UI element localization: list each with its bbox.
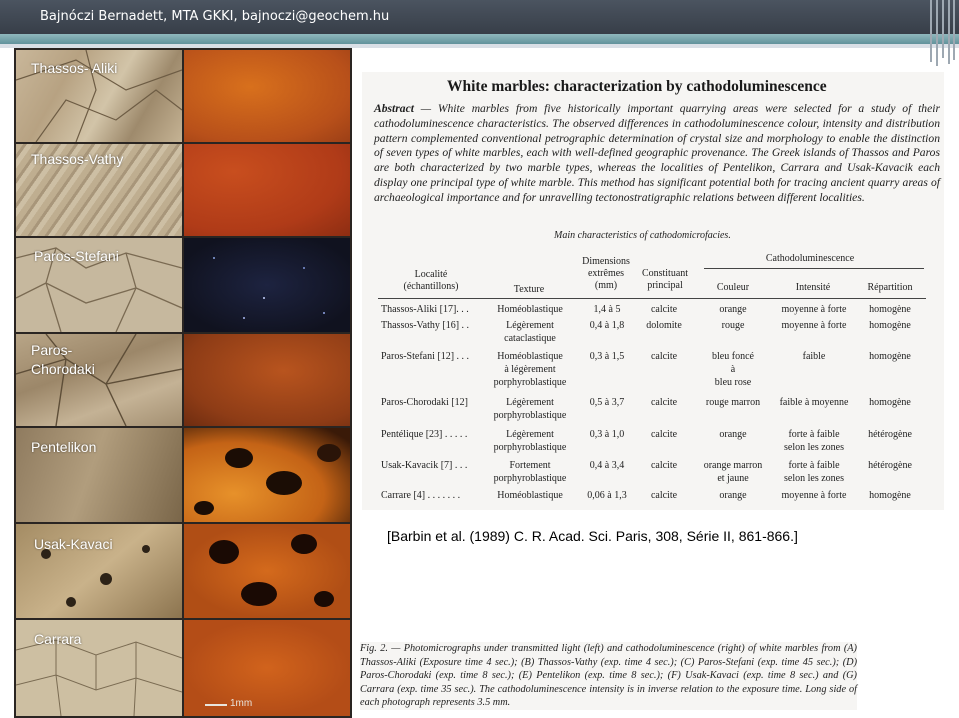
table-cell-texture: Homéoblastique xyxy=(497,490,563,501)
table-cell-localite: Thassos-Vathy [16] . . xyxy=(381,320,470,331)
table-cell-const: dolomite xyxy=(646,320,682,331)
table-cell-texture: Légèrement cataclastique xyxy=(504,320,556,344)
table-cell-couleur: orange marron et jaune xyxy=(703,460,763,484)
table-cell-const: calcite xyxy=(650,397,678,408)
sample-label-thassos-aliki: Thassos- Aliki xyxy=(31,60,118,76)
table-cell-localite: Paros-Stefani [12] . . . xyxy=(381,351,470,362)
sample-label-usak-kavaci: Usak-Kavaci xyxy=(34,536,113,552)
abstract-text: — White marbles from five historically important quarrying areas were selected for a study of their cathodoluminescence characteristics. The observed differences in cathodoluminescence colour, intensity and distribution pattern complemented conventional petrographic determination of crystal size and morphology to enable the distinction of seven types of white marbles, each with well-defined geographic provenance. The Greek islands of Thassos and Paros are both characterized by two marble types, whereas the localities of Pentelikon, Carrara and Usak-Kavacik each display one principal type of white marble. This method has significant potential both for tracing ancient quarry areas of archaeological importance and for unravelling tectonostratigraphic relations between different localities. xyxy=(374,102,940,204)
photo-cl-c xyxy=(184,238,350,332)
table-cell-repartition: homogène xyxy=(869,490,911,501)
table-cell-dim: 0,4 à 1,8 xyxy=(589,320,625,331)
table-cell-localite: Usak-Kavacik [7] . . . xyxy=(381,460,468,471)
table-cell-const: calcite xyxy=(650,351,678,362)
table-caption: Main characteristics of cathodomicrofacies. xyxy=(554,230,731,241)
table-cell-couleur: orange xyxy=(719,304,747,315)
table-cell-intensite: forte à faible selon les zones xyxy=(784,429,844,453)
table-rule xyxy=(378,298,926,299)
table-cell-dim: 0,5 à 3,7 xyxy=(589,397,625,408)
table-cell-const: calcite xyxy=(650,304,678,315)
decor-line xyxy=(936,0,938,66)
citation: [Barbin et al. (1989) C. R. Acad. Sci. Paris, 308, Série II, 861-866.] xyxy=(387,528,798,544)
table-cell-dim: 0,3 à 1,0 xyxy=(589,429,625,440)
decor-line xyxy=(953,0,955,60)
figure-caption: Fig. 2. — Photomicrographs under transmitted light (left) and cathodoluminescence (right) of white marbles from (A) Thassos-Aliki (Exposure time 4 sec.); (B) Thassos-Vathy (exp. time 4 sec.); (C) Paros-Stefani (exp. time 45 sec.); (D) Paros-Chorodaki (exp. time 8 sec.); (E) Pentelikon (exp. time 8 sec.); (F) Usak-Kavaci (exp. time 8 sec.) and (G) Carrara (exp. time 35 sec.). The cathodoluminescence intensity is in inverse relation to the exposure time. Long side of each photograph represents 3.5 mm. xyxy=(360,643,857,708)
table-cell-repartition: homogène xyxy=(869,351,911,362)
th-localite: Localité (échantillons) xyxy=(403,269,459,292)
table-cell-const: calcite xyxy=(650,460,678,471)
paper-title: White marbles: characterization by cathodoluminescence xyxy=(447,78,827,95)
table-cell-intensite: moyenne à forte xyxy=(781,320,847,331)
table-cell-repartition: homogène xyxy=(869,320,911,331)
author-line: Bajnóczi Bernadett, MTA GKKI, bajnoczi@geochem.hu xyxy=(40,9,390,24)
table-cell-texture: Fortement porphyroblastique xyxy=(493,460,567,484)
photo-cl-b xyxy=(184,144,350,236)
th-texture: Texture xyxy=(513,284,545,295)
table-cell-dim: 0,06 à 1,3 xyxy=(587,490,627,501)
th-constituant: Constituant principal xyxy=(641,268,689,291)
table-cell-couleur: orange xyxy=(719,490,747,501)
table-cell-texture: Homéoblastique à légèrement porphyroblastique xyxy=(493,351,567,388)
photo-cl-f xyxy=(184,524,350,618)
table-cell-localite: Thassos-Aliki [17]. . . xyxy=(381,304,469,315)
th-repartition: Répartition xyxy=(867,282,913,293)
sample-label-paros-chorodaki: Paros- Chorodaki xyxy=(31,342,95,377)
th-couleur: Couleur xyxy=(716,282,750,293)
header-rule xyxy=(704,268,924,269)
table-cell-dim: 0,3 à 1,5 xyxy=(589,351,625,362)
th-dimensions: Dimensions extrêmes (mm) xyxy=(582,256,630,291)
table-cell-localite: Pentélique [23] . . . . . xyxy=(381,429,468,440)
scale-bar xyxy=(205,704,227,706)
header-bar xyxy=(0,0,959,36)
sample-label-carrara: Carrara xyxy=(34,631,82,647)
table-cell-const: calcite xyxy=(650,490,678,501)
table-cell-const: calcite xyxy=(650,429,678,440)
photo-cl-d xyxy=(184,334,350,426)
table-cell-localite: Paros-Chorodaki [12] xyxy=(381,397,468,408)
table-cell-couleur: rouge marron xyxy=(705,397,761,408)
table-cell-intensite: forte à faible selon les zones xyxy=(784,460,844,484)
abstract-lead: Abstract xyxy=(374,102,414,115)
photomicrograph-strip xyxy=(14,48,352,718)
decor-line xyxy=(948,0,950,64)
sample-label-paros-stefani: Paros-Stefani xyxy=(34,248,119,264)
table-cell-couleur: rouge xyxy=(721,320,745,331)
scale-label: 1mm xyxy=(230,698,253,709)
photo-cl-a xyxy=(184,50,350,142)
table-cell-dim: 1,4 à 5 xyxy=(593,304,621,315)
table-cell-texture: Légèrement porphyroblastique xyxy=(493,397,567,421)
sample-label-pentelikon: Pentelikon xyxy=(31,439,97,455)
table-cell-localite: Carrare [4] . . . . . . . xyxy=(381,490,461,501)
paper-abstract xyxy=(374,102,940,206)
table-cell-texture: Légèrement porphyroblastique xyxy=(493,429,567,453)
table-cell-dim: 0,4 à 3,4 xyxy=(589,460,625,471)
table-cell-texture: Homéoblastique xyxy=(497,304,563,315)
th-intensite: Intensité xyxy=(795,282,831,293)
decor-line xyxy=(930,0,932,62)
table-cell-repartition: hétérogène xyxy=(868,460,912,471)
table-cell-repartition: homogène xyxy=(869,304,911,315)
table-cell-intensite: moyenne à forte xyxy=(781,490,847,501)
th-cathodo: Cathodoluminescence xyxy=(765,253,855,264)
photo-cl-g xyxy=(184,620,350,716)
table-cell-couleur: bleu foncé à bleu rose xyxy=(712,351,754,388)
table-cell-couleur: orange xyxy=(719,429,747,440)
decor-line xyxy=(942,0,944,58)
table-cell-repartition: homogène xyxy=(869,397,911,408)
table-cell-intensite: moyenne à forte xyxy=(781,304,847,315)
sample-label-thassos-vathy: Thassos-Vathy xyxy=(31,151,124,167)
table-cell-repartition: hétérogène xyxy=(868,429,912,440)
table-cell-intensite: faible xyxy=(802,351,826,362)
table-cell-intensite: faible à moyenne xyxy=(779,397,849,408)
photo-cl-e xyxy=(184,428,350,522)
